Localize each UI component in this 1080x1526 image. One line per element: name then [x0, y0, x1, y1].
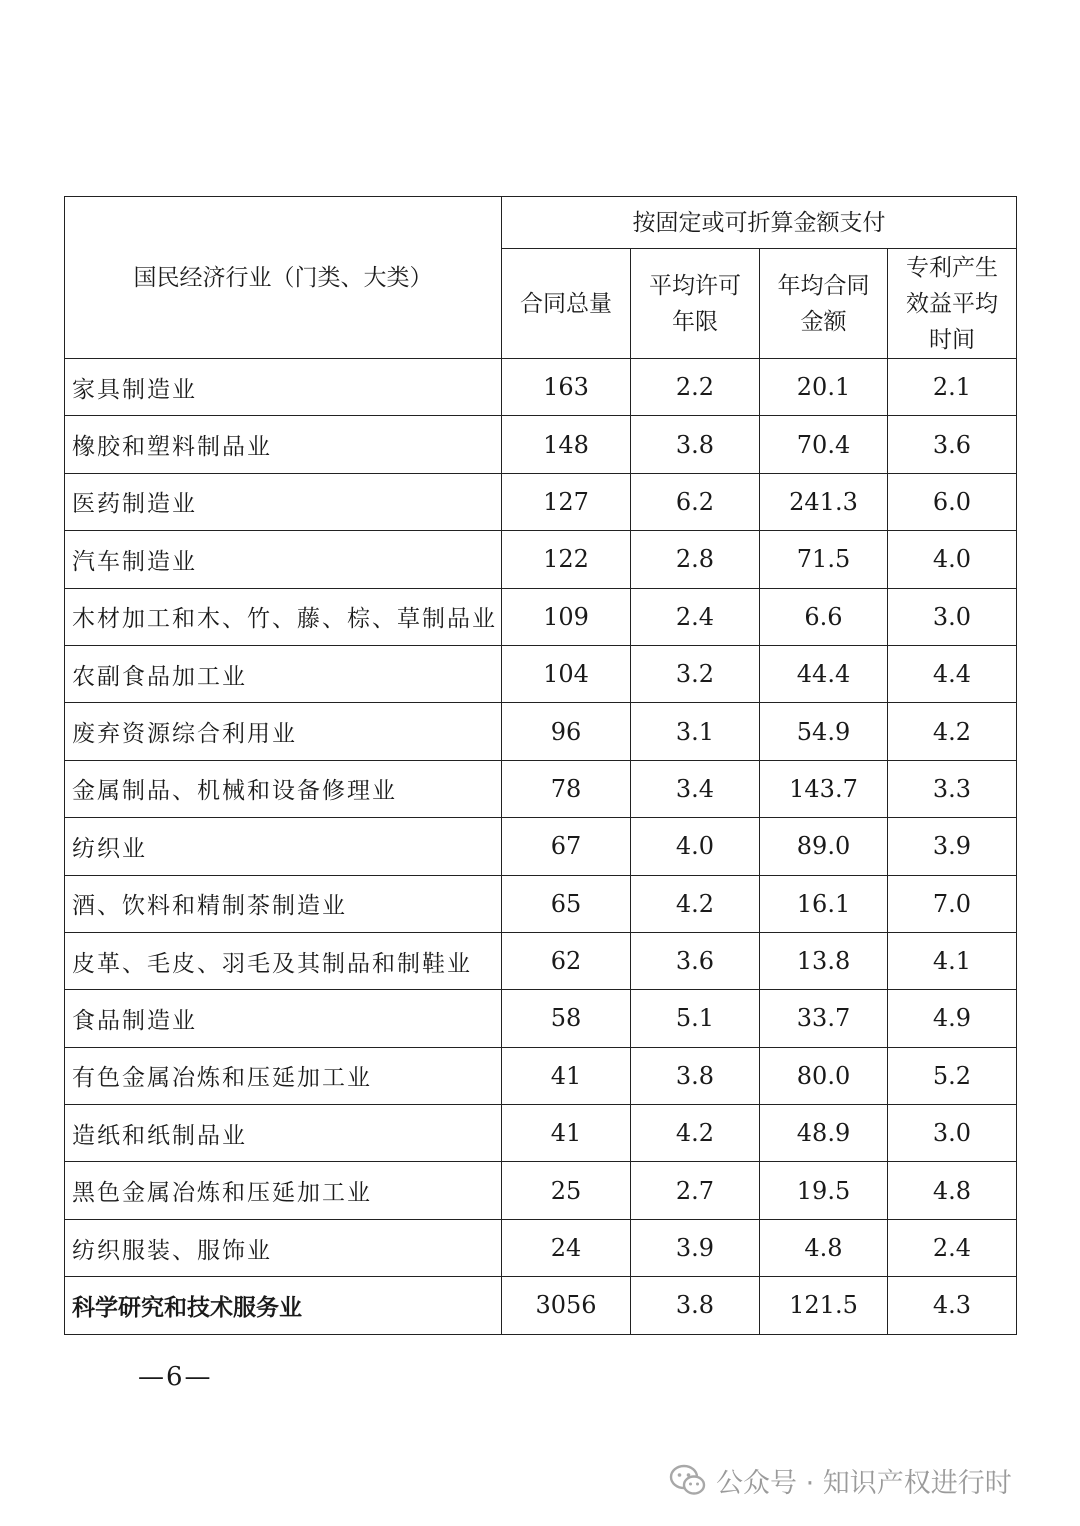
- value-cell: 16.1: [760, 875, 888, 932]
- table-row: [65, 645, 1017, 702]
- value-cell: 4.9: [888, 990, 1017, 1047]
- value-cell: 80.0: [760, 1047, 888, 1104]
- table-row: [65, 473, 1017, 530]
- table-row: [65, 1105, 1017, 1162]
- table-row: [65, 818, 1017, 875]
- value-cell: 109: [502, 588, 631, 645]
- value-cell: 48.9: [760, 1105, 888, 1162]
- value-cell: 3.9: [888, 818, 1017, 875]
- value-cell: 62: [502, 932, 631, 989]
- table-body: [65, 359, 1017, 1335]
- value-cell: 4.4: [888, 645, 1017, 702]
- value-cell: 3.3: [888, 760, 1017, 817]
- table-row: [65, 588, 1017, 645]
- industry-cell: 汽车制造业: [65, 531, 502, 588]
- industry-cell: 黑色金属冶炼和压延加工业: [65, 1162, 502, 1219]
- watermark-text: 公众号 · 知识产权进行时: [716, 1467, 1012, 1499]
- page-number: —6—: [138, 1362, 213, 1392]
- wechat-icon: [668, 1460, 708, 1500]
- industry-cell: 有色金属冶炼和压延加工业: [65, 1047, 502, 1104]
- value-cell: 25: [502, 1162, 631, 1219]
- value-cell: 3.2: [631, 645, 760, 702]
- value-cell: 3.9: [631, 1219, 760, 1276]
- data-table: [64, 196, 1017, 1335]
- value-cell: 6.0: [888, 473, 1017, 530]
- value-cell: 2.4: [888, 1219, 1017, 1276]
- value-cell: 3.8: [631, 416, 760, 473]
- value-cell: 3.0: [888, 1105, 1017, 1162]
- value-cell: 4.8: [888, 1162, 1017, 1219]
- header-avg-license-years-text: 平均许可年限: [649, 272, 741, 335]
- value-cell: 20.1: [760, 359, 888, 416]
- value-cell: 6.6: [760, 588, 888, 645]
- value-cell: 3.6: [631, 932, 760, 989]
- value-cell: 44.4: [760, 645, 888, 702]
- value-cell: 71.5: [760, 531, 888, 588]
- value-cell: 3.8: [631, 1277, 760, 1334]
- value-cell: 4.1: [888, 932, 1017, 989]
- industry-cell: 食品制造业: [65, 990, 502, 1047]
- value-cell: 3056: [502, 1277, 631, 1334]
- value-cell: 4.2: [631, 875, 760, 932]
- value-cell: 13.8: [760, 932, 888, 989]
- value-cell: 121.5: [760, 1277, 888, 1334]
- value-cell: 4.0: [888, 531, 1017, 588]
- value-cell: 70.4: [760, 416, 888, 473]
- industry-cell: 家具制造业: [65, 359, 502, 416]
- value-cell: 78: [502, 760, 631, 817]
- industry-cell: 废弃资源综合利用业: [65, 703, 502, 760]
- value-cell: 58: [502, 990, 631, 1047]
- value-cell: 6.2: [631, 473, 760, 530]
- header-contract-total-text: 合同总量: [520, 290, 612, 317]
- value-cell: 67: [502, 818, 631, 875]
- value-cell: 3.0: [888, 588, 1017, 645]
- table-row: [65, 875, 1017, 932]
- value-cell: 7.0: [888, 875, 1017, 932]
- value-cell: 33.7: [760, 990, 888, 1047]
- industry-cell: 造纸和纸制品业: [65, 1105, 502, 1162]
- value-cell: 5.1: [631, 990, 760, 1047]
- header-annual-contract-amount-text: 年均合同金额: [777, 272, 870, 335]
- table-row: [65, 760, 1017, 817]
- table-row: [65, 1277, 1017, 1334]
- industry-cell: 医药制造业: [65, 473, 502, 530]
- table-row: [65, 359, 1017, 416]
- value-cell: 127: [502, 473, 631, 530]
- industry-cell: 木材加工和木、竹、藤、棕、草制品业: [65, 588, 502, 645]
- value-cell: 4.2: [888, 703, 1017, 760]
- industry-cell: 科学研究和技术服务业: [65, 1277, 502, 1334]
- header-benefit-time-text: 专利产生效益平均时间: [906, 254, 998, 353]
- industry-cell: 金属制品、机械和设备修理业: [65, 760, 502, 817]
- value-cell: 122: [502, 531, 631, 588]
- header-benefit-time: [888, 249, 1017, 359]
- value-cell: 241.3: [760, 473, 888, 530]
- value-cell: 4.0: [631, 818, 760, 875]
- header-group: 按固定或可折算金额支付: [502, 197, 1017, 249]
- value-cell: 65: [502, 875, 631, 932]
- value-cell: 54.9: [760, 703, 888, 760]
- table-row: [65, 703, 1017, 760]
- header-contract-total: [502, 249, 631, 359]
- table-row: [65, 416, 1017, 473]
- value-cell: 3.8: [631, 1047, 760, 1104]
- value-cell: 104: [502, 645, 631, 702]
- value-cell: 2.8: [631, 531, 760, 588]
- value-cell: 3.1: [631, 703, 760, 760]
- industry-cell: 纺织业: [65, 818, 502, 875]
- value-cell: 2.4: [631, 588, 760, 645]
- value-cell: 148: [502, 416, 631, 473]
- value-cell: 4.3: [888, 1277, 1017, 1334]
- value-cell: 3.4: [631, 760, 760, 817]
- table-row: [65, 1047, 1017, 1104]
- table-row: [65, 531, 1017, 588]
- header-avg-license-years: [631, 249, 760, 359]
- value-cell: 5.2: [888, 1047, 1017, 1104]
- value-cell: 2.7: [631, 1162, 760, 1219]
- value-cell: 24: [502, 1219, 631, 1276]
- industry-cell: 酒、饮料和精制茶制造业: [65, 875, 502, 932]
- industry-cell: 皮革、毛皮、羽毛及其制品和制鞋业: [65, 932, 502, 989]
- industry-cell: 橡胶和塑料制品业: [65, 416, 502, 473]
- table-row: [65, 990, 1017, 1047]
- table-row: [65, 1219, 1017, 1276]
- header-annual-contract-amount: [760, 249, 888, 359]
- table-row: [65, 932, 1017, 989]
- value-cell: 19.5: [760, 1162, 888, 1219]
- value-cell: 3.6: [888, 416, 1017, 473]
- value-cell: 143.7: [760, 760, 888, 817]
- value-cell: 41: [502, 1105, 631, 1162]
- value-cell: 89.0: [760, 818, 888, 875]
- table-row: [65, 1162, 1017, 1219]
- industry-cell: 纺织服装、服饰业: [65, 1219, 502, 1276]
- value-cell: 41: [502, 1047, 631, 1104]
- value-cell: 4.2: [631, 1105, 760, 1162]
- watermark: [668, 1460, 1012, 1500]
- value-cell: 4.8: [760, 1219, 888, 1276]
- industry-cell: 农副食品加工业: [65, 645, 502, 702]
- value-cell: 96: [502, 703, 631, 760]
- value-cell: 163: [502, 359, 631, 416]
- header-industry: 国民经济行业（门类、大类）: [65, 197, 502, 359]
- value-cell: 2.2: [631, 359, 760, 416]
- value-cell: 2.1: [888, 359, 1017, 416]
